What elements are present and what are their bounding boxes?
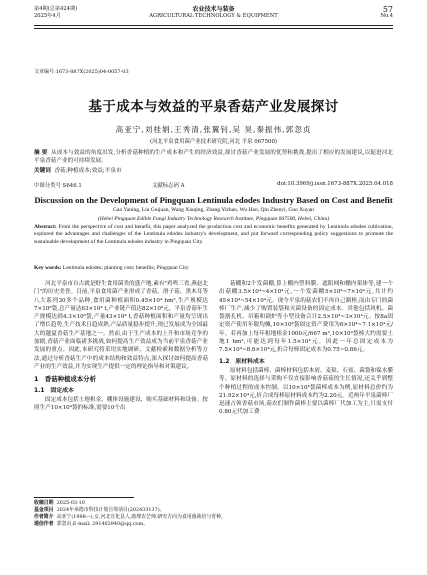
footnote-item: 收稿日期 2025-03-10 — [34, 500, 85, 506]
issue-date: 2025年4月 — [34, 13, 61, 19]
english-keywords-label: Key words: — [34, 265, 62, 271]
article-title: 基于成本与效益的平泉香菇产业发展探讨 — [88, 99, 339, 115]
section-heading: 1 香菇种植成本分析 — [34, 375, 96, 384]
body-column-left — [34, 280, 208, 412]
journal-name-cn: 农业技术与装备 — [192, 6, 235, 13]
issue-label: 第4期(总第424期) — [34, 6, 78, 12]
journal-name-en: AGRICULTURAL TECHNOLOGY & EQUIPMENT — [149, 13, 278, 19]
subsection-heading: 1.2 原材料成本 — [219, 358, 265, 365]
header-rule-top — [34, 25, 393, 26]
intro-paragraph: 河北平泉市自古就是野生食用菌类的盛产地,素有"鸡鸣三省,燕赵北门"的历史美誉。目前,平泉食用菌产业形成了香菇、滑子菇、黑木耳等八大系列30多个品种,食用菌种植面积0.45×10⁴ hm²,生产规模达7×10⁸袋,总产量达63×10⁴ t,产业链产值达82×10⁸元。平泉香菇年生产规模达到4.3×10⁸袋,产量43×10⁴ t,香菇种植面积和产量均呈现出了增长趋势,生产技术日趋成熟,产品质量稳步提升,现已发展成为全国最大的越夏香菇生产基地之一。然而,由于生产成本的上升和市场竞争的加剧,香菇产业面临诸多挑战,如何提高生产效益成为当前平泉香菇产业发展的重点。因此,本研究将采用实地调研、文献检索和数据分析等方法,通过分析香菇生产中的成本结构和效益特点,深入探讨如何提高香菇产业的生产效益,并为实现生产提供一定的理论指导和对策建议。 — [34, 281, 208, 370]
clc-number: 中图分类号 S646.1 — [34, 183, 82, 189]
english-keywords-text: Lentinula edodes; planting cost; benefits; Pingquan City — [62, 265, 189, 271]
keywords-label: 关键词 — [34, 168, 51, 174]
affiliation: (河北平泉食用菌产业技术研究院,河北 平泉 067500) — [150, 139, 277, 145]
abstract-cn — [34, 150, 393, 165]
english-abstract — [34, 224, 393, 246]
abstract-label: 摘 要 — [34, 150, 48, 156]
english-title: Discussion on the Development of Pingquan Lentinula edodes Industry Based on Cost and Benefit — [34, 195, 393, 205]
body-paragraph: 原材料包括菌棒、菌棒材料包括木屑、麦麸、石膏、菌袋和保水膜等。原材料的选择与采购不仅直接影响香菇菇的生长情况,还关乎到整个种植过程的成本控制。以10×10⁴袋菌棒成本为例,原材料总价约为21.92×10⁴元,折合成每棒原材料成本约为2.20元。近两年平泉菌棒厂迅速占领香菇市场,菇农们制作菌棒主要以菌棒厂代加工为主,只需支付0.80元代加工费 — [219, 367, 393, 416]
keywords-text: 香菇;种植成本;效益;平泉市 — [54, 168, 122, 174]
footnote-item: 作者简介 高亚宁(1998—),女,河北宣化县人,助理农艺师,研究方向为食用菌栽培与育种。 — [34, 514, 226, 520]
subsection-heading: 1.1 固定成本 — [34, 387, 74, 394]
body-column-right — [219, 280, 393, 417]
footnote-item: 通信作者 郭忽贞,E-mail: 291403940@qq.com。 — [34, 521, 149, 527]
english-authors: Gao Yaning, Liu Guijuan, Wang Xiuqing, Zhang Yizhao, Wu Hao, Qin Zhenyi, Guo Xuyan — [113, 207, 314, 213]
article-number: 文章编号:1673-887X(2025)04-0057-03 — [34, 69, 129, 75]
doi: doi:10.3969/j.issn.1673-887X.2025.04.018 — [277, 181, 393, 187]
body-paragraph: 菇棚和2个发菌棚,算上棚内塑料膜、遮阳网和棚内架体等,建一个出菇棚3.5×10⁴~4×10⁴元,一个发菌棚5×10⁴~7×10⁴元,共计约45×10⁴~54×10⁴元。现今平泉的菇农们不再自己制棒,而由专门的菌棒厂生产,减少了购置装袋和灭菌设备的固定成本。其他包括风机、菌袋割孔机、吊箱和锅炉等小型设备合计2.5×10⁴~3×10⁴元。按8a固定资产使用年限均摊,10×10⁴袋固定资产费用为6×10⁴~7.1×10⁴元/年。若再加上每年租地租金1000元/667 m²,10×10⁴袋棒大约需要土地1 hm²,可能达到每年1.5×10⁴元。因此一年总固定成本为7.5×10⁴~8.6×10⁴元,折合每棒固定成本为0.75~0.86元。 — [219, 281, 393, 354]
footnotes — [34, 500, 226, 528]
header-right — [380, 6, 393, 20]
keywords-cn — [34, 168, 393, 176]
abstract-text: 从成本与效益的角度出发,分析香菇种植的生产成本和产生的经济效益,探讨香菇产业发展的优势和挑战,提出了相应的发展建议,以促进河北平泉香菇产业的可持续发展。 — [34, 150, 393, 164]
author-list: 高亚宁,刘桂娟,王秀清,张翼钊,吴 昊,秦振伟,郭忽贞 — [115, 125, 312, 134]
footnote-divider — [34, 497, 134, 498]
header-rule-bottom — [34, 28, 393, 29]
header-center — [34, 6, 393, 20]
english-keywords — [34, 265, 393, 271]
english-abstract-label: Abstract: — [34, 224, 57, 230]
footnote-item: 基金项目 2024年承德市科技计划自筹项目(202433137)。 — [34, 507, 165, 513]
running-header — [34, 4, 393, 24]
english-affiliation: (Hebei Pingquan Edible Fungi Industry Technology Research Institute, Pingquan 067500, Hebei, China) — [97, 216, 330, 222]
document-code: 文献标志码 A — [152, 183, 185, 189]
page-number: 57 — [382, 5, 393, 14]
classification-row — [34, 181, 393, 189]
issue-number: No.4 — [380, 13, 393, 19]
body-paragraph: 固定成本包括土地租金、棚体设施建设、购买基础材料和设备。按照生产10×10⁴袋的标准,需要10个出 — [34, 396, 208, 412]
english-abstract-text: From the perspective of cost and benefit, this paper analyzed the production cost and economic benefits generated by Lentinula edodes cultivation, explored the advantages and challenges of the Lentinula edodes industry's development, and put forward corresponding policy suggestions to promote the sustainable development of the Lentinula edodes industry in Pingquan City. — [34, 224, 393, 245]
